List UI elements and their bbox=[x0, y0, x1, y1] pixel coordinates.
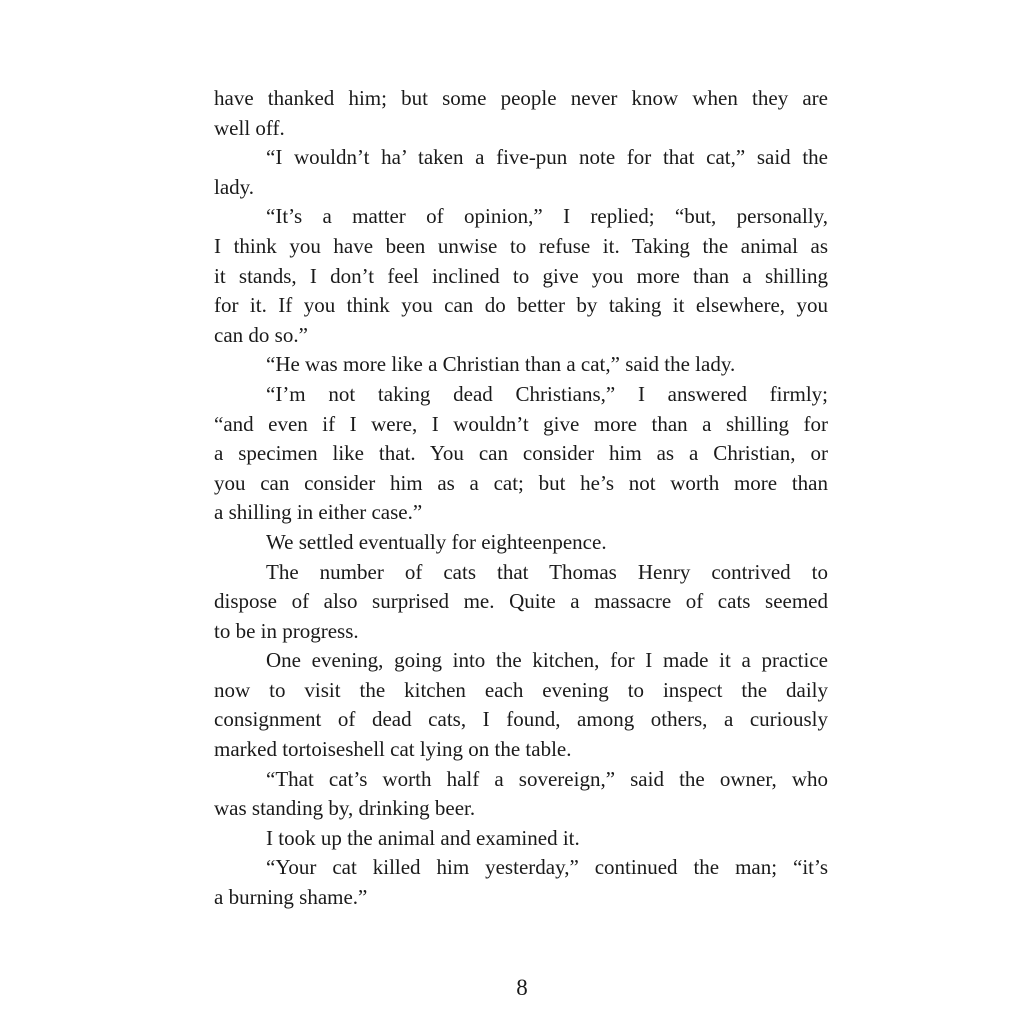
text-line: “I wouldn’t ha’ taken a five-pun note for that cat,” said the bbox=[266, 145, 828, 170]
text-line: you can consider him as a cat; but he’s not worth more than bbox=[214, 470, 828, 495]
text-line: The number of cats that Thomas Henry contrived to bbox=[266, 559, 828, 584]
text-line: I think you have been unwise to refuse it. Taking the animal as bbox=[214, 233, 828, 258]
text-line: consignment of dead cats, I found, among others, a curiously bbox=[214, 707, 828, 732]
text-line: “He was more like a Christian than a cat,” said the lady. bbox=[266, 352, 736, 377]
text-line: to be in progress. bbox=[214, 618, 359, 643]
text-line: I took up the animal and examined it. bbox=[266, 825, 580, 850]
text-line: dispose of also surprised me. Quite a massacre of cats seemed bbox=[214, 589, 828, 614]
text-line: a burning shame.” bbox=[214, 885, 368, 910]
text-line: can do so.” bbox=[214, 322, 308, 347]
text-line: a specimen like that. You can consider him as a Christian, or bbox=[214, 441, 828, 466]
page-number: 8 bbox=[516, 975, 528, 1000]
text-line: lady. bbox=[214, 174, 255, 199]
text-line: well off. bbox=[214, 115, 285, 140]
text-line: marked tortoiseshell cat lying on the table. bbox=[214, 737, 572, 762]
text-line: have thanked him; but some people never know when they are bbox=[214, 86, 828, 110]
text-line: “That cat’s worth half a sovereign,” said the owner, who bbox=[266, 766, 828, 791]
text-line: “Your cat killed him yesterday,” continued the man; “it’s bbox=[266, 855, 828, 880]
text-line: We settled eventually for eighteenpence. bbox=[266, 529, 607, 554]
text-line: “It’s a matter of opinion,” I replied; “but, personally, bbox=[266, 204, 828, 229]
text-line: One evening, going into the kitchen, for I made it a practice bbox=[266, 648, 828, 673]
text-line: now to visit the kitchen each evening to inspect the daily bbox=[214, 677, 828, 702]
text-line: a shilling in either case.” bbox=[214, 500, 423, 525]
text-line: was standing by, drinking beer. bbox=[214, 796, 476, 821]
text-line: for it. If you think you can do better by taking it elsewhere, you bbox=[214, 293, 828, 318]
body-text bbox=[214, 84, 828, 913]
text-line: it stands, I don’t feel inclined to give you more than a shilling bbox=[214, 263, 828, 288]
text-line: “and even if I were, I wouldn’t give more than a shilling for bbox=[214, 411, 828, 436]
text-line: “I’m not taking dead Christians,” I answered firmly; bbox=[266, 381, 828, 406]
